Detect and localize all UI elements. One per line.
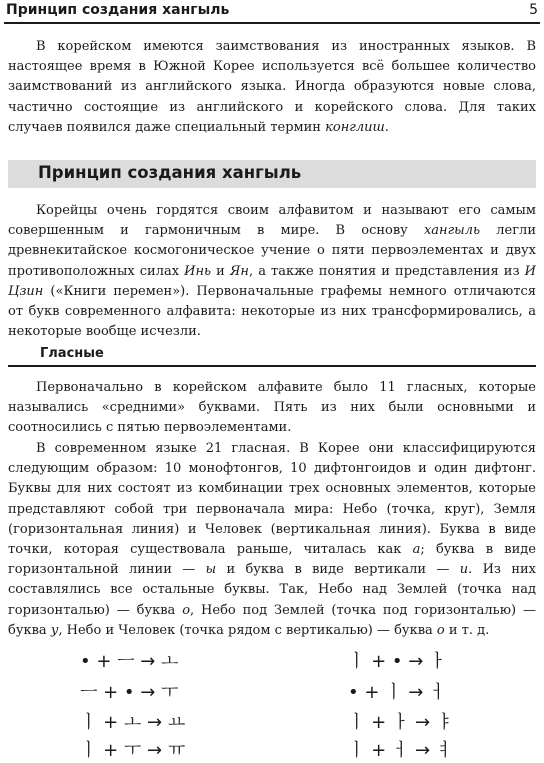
vowels-heading-rule <box>8 365 536 367</box>
formula-left-3: ㅣ + ㅗ → ㅛ <box>80 712 186 733</box>
section-title: Принцип создания хангыль <box>38 163 302 182</box>
formula-right-4: ㅣ + ㅓ → ㅕ <box>348 740 454 761</box>
vowels-paragraph-1: Первоначально в корейском алфавите было 11 гласных, которые назывались «средними» буквами. Пять из них были основными и соотносились с пятью первоэлементами. <box>8 380 536 436</box>
running-header <box>4 0 540 24</box>
formula-right-1: ㅣ + • → ㅏ <box>348 651 447 672</box>
intro-paragraph: В корейском имеются заимствования из иностранных языков. В настоящее время в Южной Корее используется всё большее количество заимствований из английского языка. Иногда образуются новые слова, частично состоящие из английского и корейского слова. Для таких случаев появился даже специальный термин конглиш. <box>8 39 536 135</box>
vowels-paragraph-2: В современном языке 21 гласная. В Корее они классифицируются следующим образом: 10 монофтонгов, 10 дифтонгоидов и один дифтонг. Буквы для них состоят из комбинации трех основных элементов, которые представляют собой три первоначала мира: Небо (точка, круг), Земля (горизонтальная линия) и Человек (вертикальная линия). Буква в виде точки, которая существовала раньше, читалась как а; буква в виде горизонтальной линии — ы и буква в виде вертикали — и. Из них составлялись все остальные буквы. Так, Небо над Землей (точка над горизонталью) — буква о, Небо под Землей (точка под горизонталью) — буква у, Небо и Человек (точка рядом с вертикалью) — буква о и т. д. <box>8 441 536 638</box>
formula-right-3: ㅣ + ㅏ → ㅑ <box>348 712 454 733</box>
section-paragraph: Корейцы очень гордятся своим алфавитом и называют его самым совершенным и гармоничным в мире. В основу хангыль легли древнекитайское космогоническое учение о пяти первоэлементах и двух противоположных силах Инь и Ян, а также понятия и представления из И Цзин («Книги перемен»). Первоначальные графемы немного отличаются от букв современного алфавита: некоторые из них трансформировались, а некоторые вообще исчезли. <box>8 203 536 340</box>
term-konglish: конглиш <box>325 119 385 135</box>
formula-left-1: • + ㅡ → ㅗ <box>80 651 179 672</box>
running-title: Принцип создания хангыль <box>6 2 230 18</box>
formula-left-4: ㅣ + ㅜ → ㅠ <box>80 740 186 761</box>
vowels-heading: Гласные <box>40 346 104 361</box>
formula-left-2: ㅡ + • → ㅜ <box>80 682 179 703</box>
page-number: 5 <box>529 2 538 18</box>
formula-right-2: • + ㅣ → ㅓ <box>348 682 447 703</box>
section-heading <box>8 160 536 188</box>
